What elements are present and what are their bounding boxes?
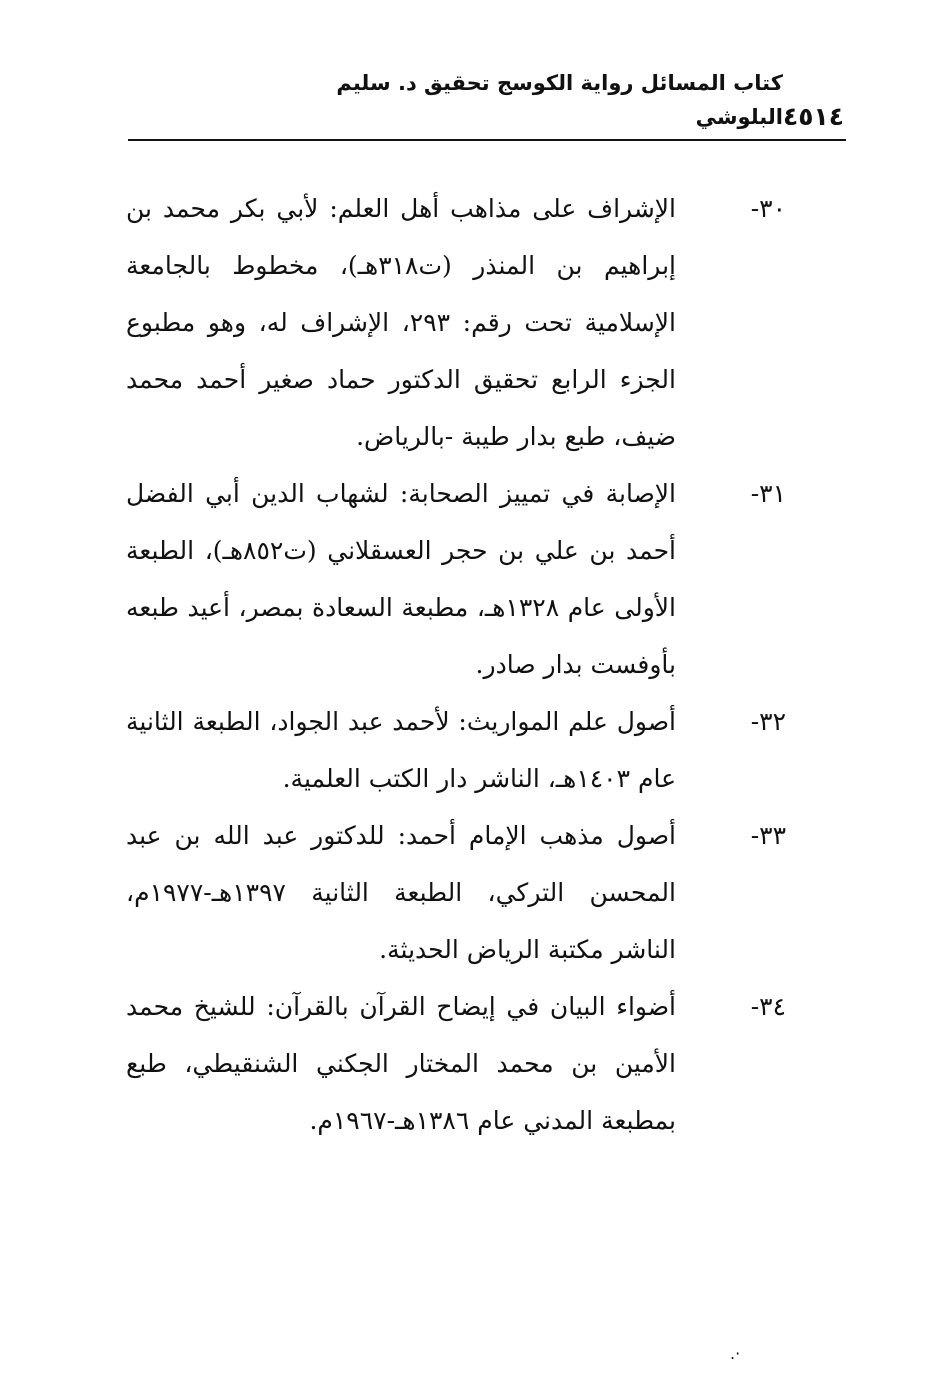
bibliography-list bbox=[126, 180, 786, 1149]
entry-number: ٣٣- bbox=[750, 821, 786, 850]
page-number: ٤٥١٤ bbox=[782, 102, 844, 131]
page-header bbox=[128, 71, 844, 134]
bibliography-entry bbox=[126, 465, 786, 693]
running-title: كتاب المسائل رواية الكوسج تحقيق د. سليم البلوشي bbox=[336, 71, 783, 129]
entry-text: أصول مذهب الإمام أحمد: للدكتور عبد الله بن عبد المحسن التركي، الطبعة الثانية ١٣٩٧هـ-١٩٧٧م، الناشر مكتبة الرياض الحديثة. bbox=[126, 821, 676, 964]
bibliography-entry bbox=[126, 978, 786, 1149]
bibliography-entry bbox=[126, 807, 786, 978]
entry-text: أصول علم المواريث: لأحمد عبد الجواد، الطبعة الثانية عام ١٤٠٣هـ، الناشر دار الكتب العلمية. bbox=[126, 707, 676, 793]
bibliography-entry bbox=[126, 693, 786, 807]
entry-number: ٣١- bbox=[750, 479, 786, 508]
entry-text: الإصابة في تمييز الصحابة: لشهاب الدين أبي الفضل أحمد بن علي بن حجر العسقلاني (ت٨٥٢هـ)، الطبعة الأولى عام ١٣٢٨هـ، مطبعة السعادة بمصر، أعيد طبعه بأوفست بدار صادر. bbox=[126, 479, 676, 679]
entry-text: أضواء البيان في إيضاح القرآن بالقرآن: للشيخ محمد الأمين بن محمد المختار الجكني الشنقيطي، طبع بمطبعة المدني عام ١٣٨٦هـ-١٩٦٧م. bbox=[126, 992, 676, 1135]
entry-number: ٣٢- bbox=[750, 707, 786, 736]
footer-mark: ·. bbox=[730, 1344, 741, 1363]
bibliography-entry bbox=[126, 180, 786, 465]
entry-number: ٣٠- bbox=[750, 194, 786, 223]
entry-number: ٣٤- bbox=[750, 992, 786, 1021]
header-rule bbox=[128, 139, 846, 141]
entry-text: الإشراف على مذاهب أهل العلم: لأبي بكر محمد بن إبراهيم بن المنذر (ت٣١٨هـ)، مخطوط بالجامعة الإسلامية تحت رقم: ٢٩٣، الإشراف له، وهو مطبوع الجزء الرابع تحقيق الدكتور حماد صغير أحمد محمد ضيف، طبع بدار طيبة -بالرياض. bbox=[126, 194, 676, 451]
